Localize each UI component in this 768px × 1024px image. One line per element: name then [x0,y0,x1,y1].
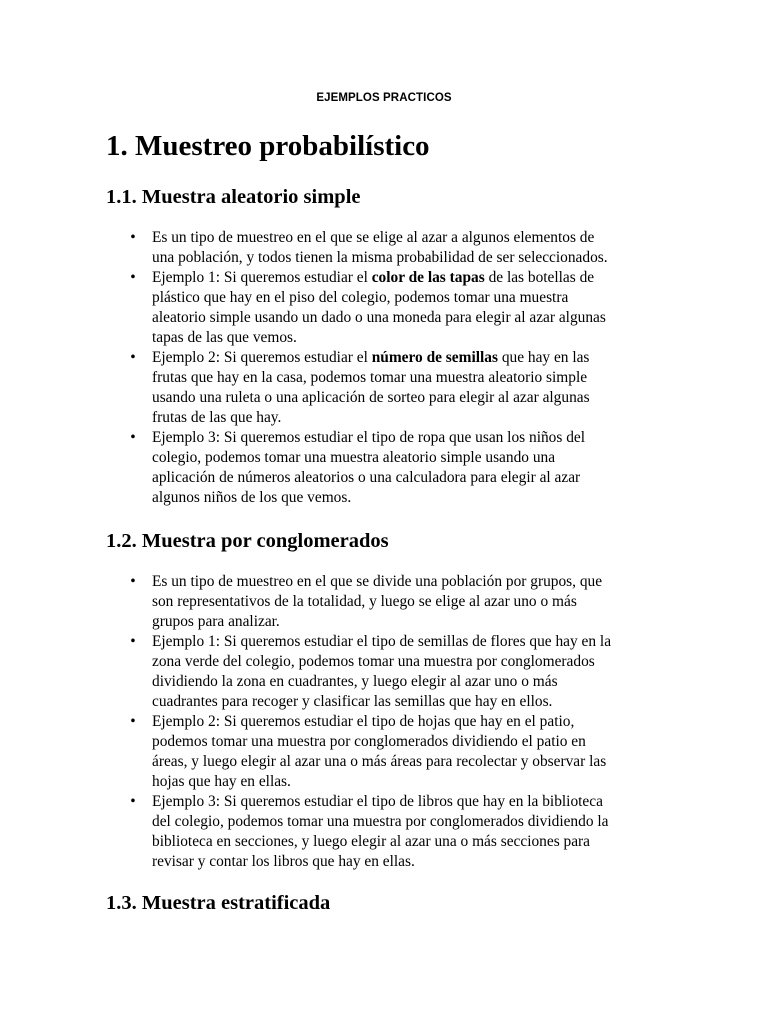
section-1-1-list [128,228,668,508]
line-text: que hay en las [497,349,590,366]
list-item-line: zona verde del colegio, podemos tomar una muestra por conglomerados [152,653,595,670]
list-item-line: áreas, y luego elegir al azar una o más áreas para recolectar y observar las [152,753,607,770]
line-text: de las botellas de [484,269,595,286]
list-item-line: cuadrantes para recoger y clasificar las semillas que hay en ellos. [152,693,553,710]
main-title: 1. Muestreo probabilístico [106,130,430,162]
list-item [128,572,668,632]
list-item-line: son representativos de la totalidad, y luego se elige al azar uno o más [152,593,577,610]
bullet-icon: • [130,573,136,590]
section-heading-1-1: 1.1. Muestra aleatorio simple [106,186,361,208]
list-item-line: frutas que hay en la casa, podemos tomar una muestra aleatorio simple [152,369,588,386]
list-item-line: biblioteca en secciones, y luego elegir al azar una o más secciones para [152,833,591,850]
list-item-line: podemos tomar una muestra por conglomerados dividiendo el patio en [152,733,586,750]
bullet-icon: • [130,633,136,650]
list-item-line: una población, y todos tienen la misma probabilidad de ser seleccionados. [152,249,608,266]
list-item-line: Es un tipo de muestreo en el que se elige al azar a algunos elementos de [152,229,595,246]
list-item-line [152,268,668,288]
document-header: EJEMPLOS PRACTICOS [316,92,452,104]
list-item-line: Ejemplo 2: Si queremos estudiar el tipo de hojas que hay en el patio, [152,713,575,730]
list-item-line: Ejemplo 1: Si queremos estudiar el tipo de semillas de flores que hay en la [152,633,612,650]
bullet-icon: • [130,429,136,446]
list-item-line: usando una ruleta o una aplicación de sorteo para elegir al azar algunas [152,389,590,406]
list-item [128,632,668,712]
section-heading-1-2: 1.2. Muestra por conglomerados [106,530,389,552]
list-item-line: revisar y contar los libros que hay en ellas. [152,853,415,870]
bullet-icon: • [130,793,136,810]
list-item-line: hojas que hay en ellas. [152,773,291,790]
line-text: Ejemplo 2: Si queremos estudiar el [152,349,372,366]
section-heading-1-3: 1.3. Muestra estratificada [106,892,331,914]
list-item [128,228,668,268]
list-item-line: Ejemplo 3: Si queremos estudiar el tipo de ropa que usan los niños del [152,429,585,446]
list-item-line: tapas de las que vemos. [152,329,297,346]
list-item-line: colegio, podemos tomar una muestra aleatorio simple usando una [152,449,556,466]
list-item-line: algunos niños de los que vemos. [152,489,352,506]
list-item [128,348,668,428]
list-item-line: Ejemplo 3: Si queremos estudiar el tipo de libros que hay en la biblioteca [152,793,603,810]
list-item [128,792,668,872]
line-text: Ejemplo 1: Si queremos estudiar el [152,269,372,286]
emphasized-term: número de semillas [371,349,498,366]
bullet-icon: • [130,269,136,286]
list-item-line: dividiendo la zona en cuadrantes, y luego elegir al azar uno o más [152,673,558,690]
bullet-icon: • [130,713,136,730]
list-item-line: grupos para analizar. [152,613,280,630]
section-1-2-list [128,572,668,872]
emphasized-term: color de las tapas [371,269,485,286]
list-item-line [152,348,668,368]
list-item-line: plástico que hay en el piso del colegio, podemos tomar una muestra [152,289,569,306]
list-item [128,712,668,792]
list-item-line: del colegio, podemos tomar una muestra por conglomerados dividiendo la [152,813,609,830]
list-item-line: aleatorio simple usando un dado o una moneda para elegir al azar algunas [152,309,606,326]
bullet-icon: • [130,349,136,366]
list-item-line: aplicación de números aleatorios o una calculadora para elegir al azar [152,469,581,486]
list-item-line: frutas de las que hay. [152,409,282,426]
bullet-icon: • [130,229,136,246]
list-item [128,428,668,508]
list-item-line: Es un tipo de muestreo en el que se divide una población por grupos, que [152,573,603,590]
list-item [128,268,668,348]
